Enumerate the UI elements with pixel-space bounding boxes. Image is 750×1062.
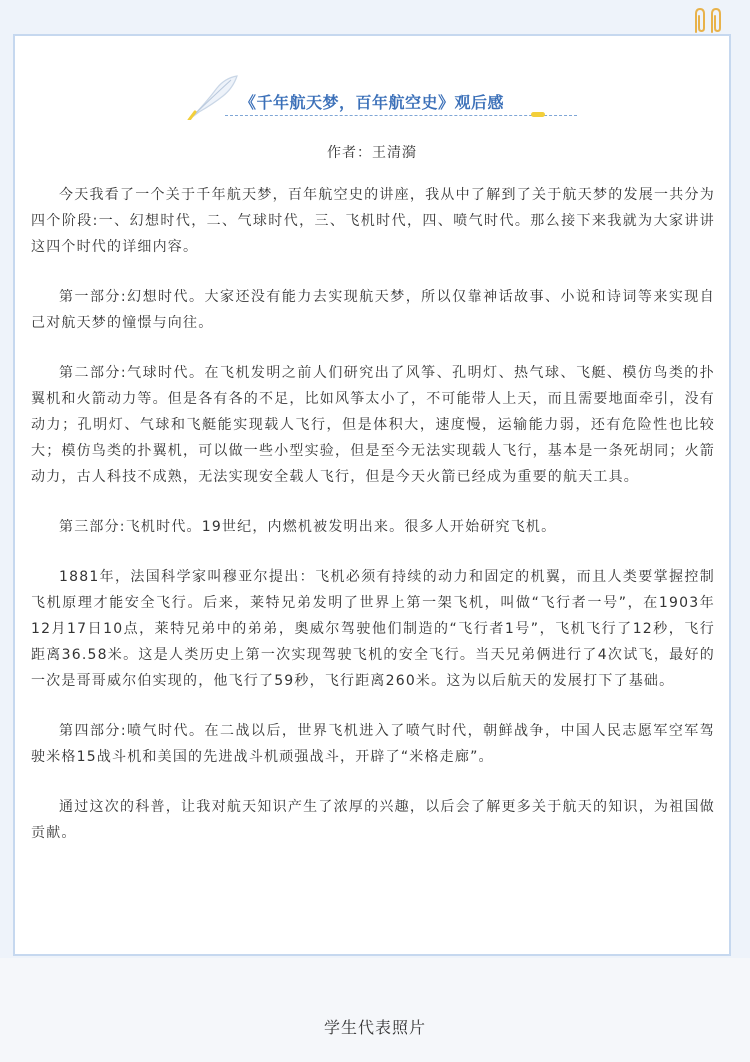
- paragraph-airplane-era: 第三部分:飞机时代。19世纪，内燃机被发明出来。很多人开始研究飞机。: [59, 519, 557, 535]
- article-title: 《千年航天梦，百年航空史》观后感: [239, 93, 504, 112]
- title-accent-dot: [531, 112, 545, 117]
- paragraph-jet-era: 第四部分:喷气时代。在二战以后，世界飞机进入了喷气时代，朝鲜战争，中国人民志愿军空军驾驶米格15战斗机和美国的先进战斗机顽强战斗，开辟了“米格走廊”。: [31, 723, 715, 765]
- photo-caption: 学生代表照片: [323, 1018, 426, 1037]
- paragraph-balloon-era: 第二部分:气球时代。在飞机发明之前人们研究出了风筝、孔明灯、热气球、飞艇、模仿鸟类的扑翼机和火箭动力等。但是各有各的不足，比如风筝太小了，不可能带人上天，而且需要地面牵引，没有动力；孔明灯、气球和飞艇能实现载人飞行，但是体积大，速度慢，运输能力弱，还有危险性也比较大；模仿鸟类的扑翼机，可以做一些小型实验，但是至今无法实现载人飞行，基本是一条死胡同；火箭动力，古人科技不成熟，无法实现安全载人飞行，但是今天火箭已经成为重要的航天工具。: [31, 365, 715, 485]
- author-line: 作者：王清漪: [327, 145, 417, 161]
- paragraph-intro: 今天我看了一个关于千年航天梦，百年航空史的讲座，我从中了解到了关于航天梦的发展一共分为四个阶段:一、幻想时代，二、气球时代，三、飞机时代，四、喷气时代。那么接下来我就为大家讲讲这四个时代的详细内容。: [31, 187, 715, 255]
- paragraph-fantasy-era: 第一部分:幻想时代。大家还没有能力去实现航天梦，所以仅靠神话故事、小说和诗词等来实现自己对航天梦的憧憬与向往。: [31, 289, 715, 331]
- paragraph-wright-brothers: 1881年，法国科学家叫穆亚尔提出：飞机必须有持续的动力和固定的机翼，而且人类要掌握控制飞机原理才能安全飞行。后来，莱特兄弟发明了世界上第一架飞机，叫做“飞行者一号”，在1903年12月17日10点，莱特兄弟中的弟弟，奥威尔驾驶他们制造的“飞行者1号”，飞机飞行了12秒，飞行距离36.58米。这是人类历史上第一次实现驾驶飞机的安全飞行。当天兄弟俩进行了4次试飞，最好的一次是哥哥威尔伯实现的，他飞行了59秒，飞行距离260米。这为以后航天的发展打下了基础。: [31, 569, 715, 689]
- paperclip-icon: [690, 6, 726, 36]
- article-card: [13, 34, 731, 956]
- footer-section: [0, 958, 750, 1062]
- paragraph-conclusion: 通过这次的科普，让我对航天知识产生了浓厚的兴趣，以后会了解更多关于航天的知识，为祖国做贡献。: [31, 799, 715, 841]
- title-underline: [225, 115, 577, 116]
- article-body: [31, 182, 715, 870]
